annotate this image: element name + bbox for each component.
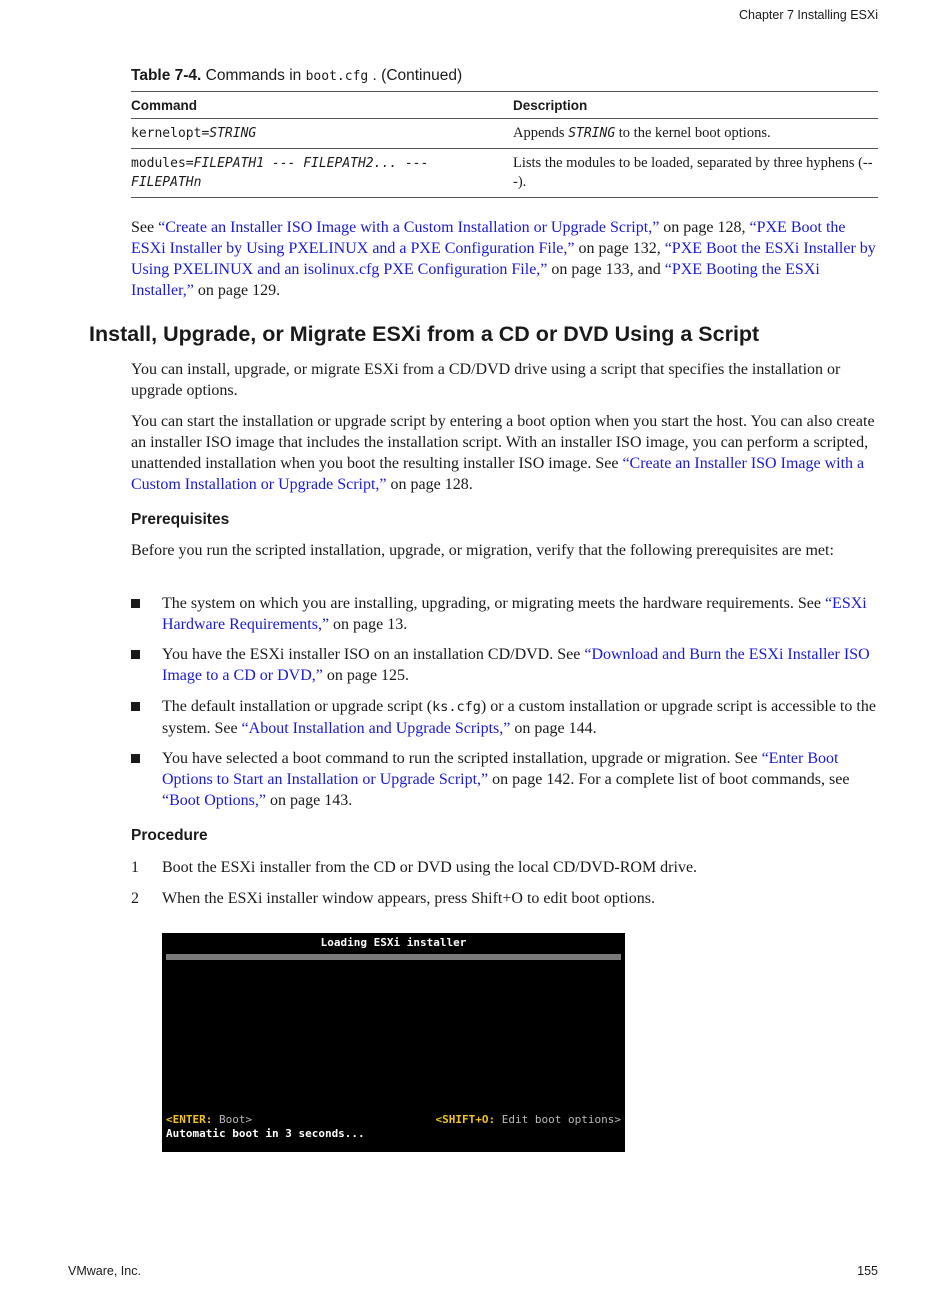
footer-company: VMware, Inc. <box>68 1264 141 1278</box>
shift-o-hint <box>436 1113 621 1126</box>
procedure-step <box>131 888 878 909</box>
list-item <box>131 644 878 686</box>
link-enter-boot-options[interactable]: “Enter Boot Options to Start an Installation or Upgrade Script,” <box>162 750 839 788</box>
intro-paragraph: You can install, upgrade, or migrate ESXi from a CD/DVD drive using a script that specifies the installation or upgrade options. <box>131 361 841 399</box>
text: on page 128. <box>390 476 473 493</box>
command-param: FILEPATHn <box>131 175 202 190</box>
enter-boot-hint <box>166 1113 252 1126</box>
table-caption-suffix: . (Continued) <box>372 67 463 84</box>
link-pxe-boot-isolinux[interactable]: “PXE Boot the ESXi Installer by Using PXELINUX and an isolinux.cfg PXE Configuration File,” <box>131 240 876 278</box>
command-cell <box>131 149 513 198</box>
section-title: Install, Upgrade, or Migrate ESXi from a CD or DVD Using a Script <box>89 322 760 346</box>
list-item <box>131 748 878 811</box>
link-create-installer-iso[interactable]: “Create an Installer ISO Image with a Custom Installation or Upgrade Script,” <box>158 219 660 236</box>
description-cell: Lists the modules to be loaded, separated by three hyphens (---). <box>513 149 878 198</box>
text: on page 125. <box>326 667 410 684</box>
text: The system on which you are installing, upgrading, or migrating meets the hardware requirements. See <box>162 595 821 612</box>
installer-screenshot <box>162 933 625 1152</box>
description-text: to the kernel boot options. <box>618 125 771 141</box>
see-also-paragraph <box>131 217 878 301</box>
list-item <box>131 593 878 635</box>
text: ) or a custom installation or upgrade script is accessible to the system. See <box>162 698 876 737</box>
enter-key-label: <ENTER: <box>166 1113 213 1126</box>
text: on page 132, <box>578 240 661 257</box>
text: You have the ESXi installer ISO on an installation CD/DVD. See <box>162 646 581 663</box>
text: on page 133, and <box>551 261 661 278</box>
step-text: Boot the ESXi installer from the CD or DVD using the local CD/DVD-ROM drive. <box>162 859 698 876</box>
text: You can start the installation or upgrade script by entering a boot option when you start the host. You can also create an installer ISO image that includes the installation script. With an installer ISO image, you can perform a scripted, unattended installation when you boot the resulting installer ISO image. See <box>131 413 875 472</box>
installer-title: Loading ESXi installer <box>320 936 467 949</box>
column-header-command: Command <box>131 92 513 119</box>
command-prefix: modules= <box>131 156 194 171</box>
shift-o-key-label: <SHIFT+O: <box>435 1113 496 1126</box>
running-head: Chapter 7 Installing ESXi <box>739 8 878 22</box>
link-download-burn-iso[interactable]: “Download and Burn the ESXi Installer ISO Image to a CD or DVD,” <box>162 646 870 684</box>
column-header-description: Description <box>513 92 878 119</box>
text: on page 13. <box>333 616 408 633</box>
link-hardware-requirements[interactable]: “ESXi Hardware Requirements,” <box>162 595 867 633</box>
bullet-marker <box>131 599 140 608</box>
shift-o-key-action: Edit boot options> <box>501 1113 621 1126</box>
step-text: When the ESXi installer window appears, press Shift+O to edit boot options. <box>162 890 655 907</box>
link-create-installer-iso[interactable]: “Create an Installer ISO Image with a Custom Installation or Upgrade Script,” <box>131 455 865 493</box>
bullet-marker <box>131 650 140 659</box>
loading-progress-bar <box>166 954 621 960</box>
link-boot-options[interactable]: “Boot Options,” <box>162 792 266 809</box>
description-text: Appends <box>513 125 565 141</box>
procedure-heading: Procedure <box>131 827 208 844</box>
page-number: 155 <box>857 1264 878 1278</box>
bullet-marker <box>131 754 140 763</box>
text: on page 143. <box>270 792 353 809</box>
text: The default installation or upgrade script ( <box>162 698 433 715</box>
intro-paragraph <box>131 411 878 495</box>
link-installation-scripts[interactable]: “About Installation and Upgrade Scripts,” <box>241 720 511 737</box>
inline-code: ks.cfg <box>432 699 481 715</box>
prerequisites-lead: Before you run the scripted installation, upgrade, or migration, verify that the following prerequisites are met: <box>131 542 834 559</box>
table-header-row <box>131 92 878 119</box>
link-pxe-booting-installer[interactable]: “PXE Booting the ESXi Installer,” <box>131 261 820 299</box>
boot-countdown: Automatic boot in 3 seconds... <box>166 1127 365 1140</box>
command-cell <box>131 119 513 149</box>
step-number: 1 <box>131 859 139 876</box>
table-caption-text: Commands in <box>205 67 302 84</box>
text: You have selected a boot command to run the scripted installation, upgrade or migration. See <box>162 750 758 767</box>
table-caption-code: boot.cfg <box>305 69 369 84</box>
text: on page 144. <box>514 720 597 737</box>
table-row <box>131 119 878 149</box>
text: on page 128, <box>663 219 746 236</box>
description-cell <box>513 119 878 149</box>
text: on page 142. For a complete list of boot commands, see <box>492 771 850 788</box>
table-caption-label: Table 7-4. <box>131 67 202 84</box>
text: on page 129. <box>197 282 281 299</box>
list-item <box>131 696 878 739</box>
table-caption <box>131 67 462 85</box>
procedure-step <box>131 857 878 878</box>
prerequisites-heading: Prerequisites <box>131 511 230 528</box>
link-pxe-boot-pxelinux[interactable]: “PXE Boot the ESXi Installer by Using PXELINUX and a PXE Configuration File,” <box>131 219 846 257</box>
command-param: STRING <box>209 126 257 141</box>
text: See <box>131 219 155 236</box>
commands-table <box>131 91 878 198</box>
command-prefix: kernelopt= <box>131 126 210 141</box>
enter-key-action: Boot> <box>218 1113 253 1126</box>
bullet-marker <box>131 702 140 711</box>
description-code: STRING <box>568 126 616 141</box>
command-param: FILEPATH1 --- FILEPATH2... --- <box>193 156 429 171</box>
step-number: 2 <box>131 890 139 907</box>
table-row <box>131 149 878 198</box>
